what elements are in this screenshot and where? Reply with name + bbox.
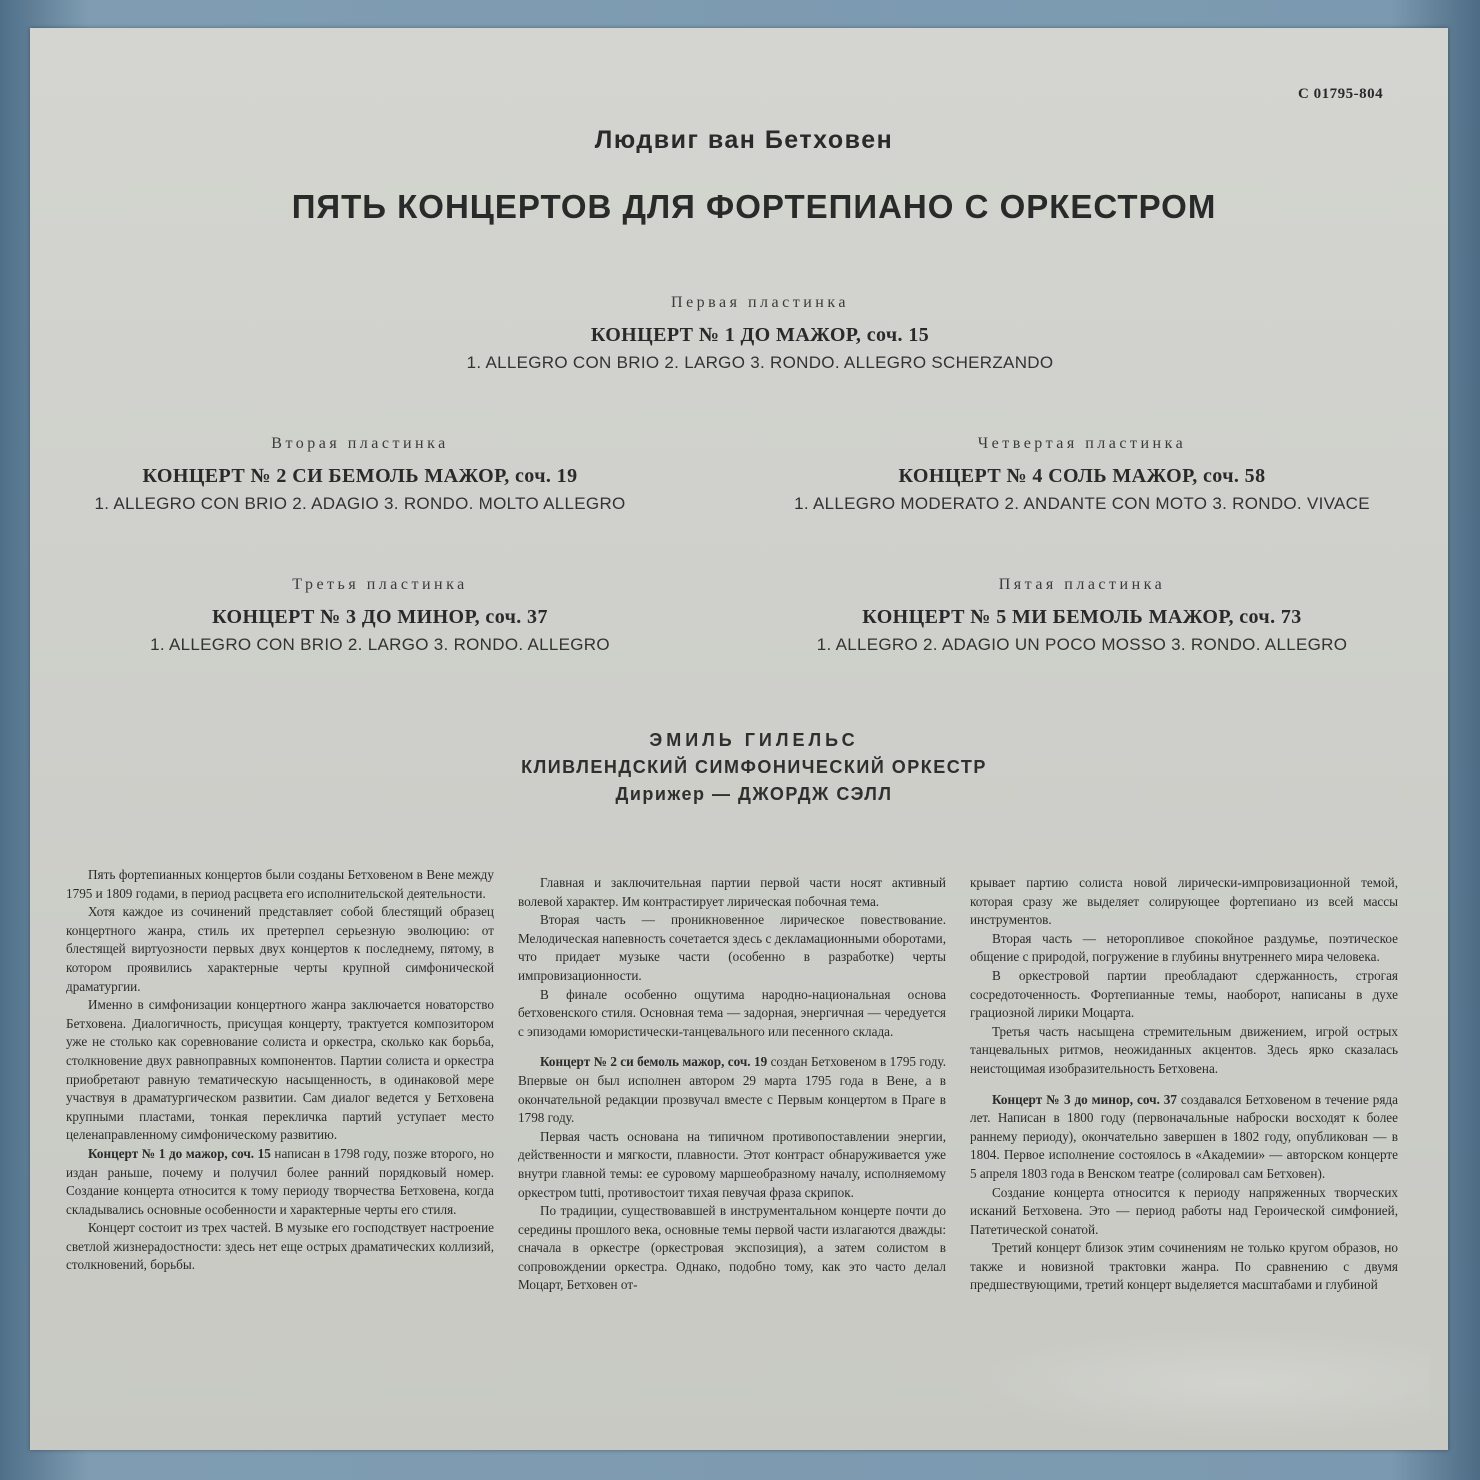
movements-list: 1. ALLEGRO CON BRIO 2. LARGO 3. RONDO. ALLEGRO SCHERZANDO [466,353,1054,372]
concerto-name: КОНЦЕРТ № 4 СОЛЬ МАЖОР, [898,465,1198,487]
paragraph-text: создавался Бетховеном в течение ряда лет. Написан в 1800 году (первоначальные наброски восходят к более раннему периоду), окончательно завершен в 1802 году, опубликован — в 1804. Первое исполнение состоялось в «Академии» — авторском концерте 5 апреля 1803 года в Венском театре (солировал сам Бетховен). [970,1091,1398,1181]
paragraph [970,1091,1398,1184]
paragraph: Вторая часть — неторопливое спокойное раздумье, поэтическое общение с природой, погружение в глубины внутреннего мира человека. [970,930,1398,965]
paragraph-text: написан в 1798 году, позже второго, но издан раньше, почему и получил более ранний порядковый номер. Создание концерта относится к тому периоду творчества Бетховена, когда складывались основные особенности и характерные черты его стиля. [66,1145,494,1217]
movements-list: 1. ALLEGRO CON BRIO 2. LARGO 3. RONDO. ALLEGRO [150,635,610,654]
concerto-opus: соч. 58 [1203,465,1266,487]
disc-label: Пятая пластинка [998,576,1166,593]
concerto-heading: Концерт № 1 до мажор, соч. 15 [88,1145,271,1161]
conductor-name: Дирижер — ДЖОРДЖ СЭЛЛ [615,784,893,804]
paragraph: Создание концерта относится к периоду напряженных творческих исканий Бетховена. Это — период работы над Героической симфонией, Патетической сонатой. [970,1184,1398,1237]
back-cover-sheet [30,28,1448,1450]
disc-label: Третья пластинка [292,576,468,593]
concerto-opus: соч. 15 [866,324,930,346]
catalog-number: С 01795-804 [1298,86,1384,102]
sleeve-wear-mark [950,1328,1430,1438]
concerto-opus: соч. 19 [515,465,578,487]
concerto-opus: соч. 73 [1239,606,1302,628]
disc-2 [50,435,670,514]
performers-block [30,730,1448,805]
disc-1 [360,294,1160,373]
concerto-name: КОНЦЕРТ № 1 ДО МАЖОР, [590,324,862,346]
concerto-title [50,465,670,488]
paragraph-text: создан Бетховеном в 1795 году. Впервые он был исполнен автором 29 марта 1795 года в Вене, а в окончательной редакции прозвучал вместе с Первым концертом в Праге в 1798 году. [518,1054,946,1126]
liner-notes-column-2 [518,874,946,1295]
concerto-heading: Концерт № 2 си бемоль мажор, соч. 19 [540,1054,768,1070]
paragraph: Пять фортепианных концертов были созданы Бетховеном в Вене между 1795 и 1809 годами, в период расцвета его исполнительской деятельности. [66,867,494,901]
paragraph: По традиции, существовавшей в инструментальном концерте почти до середины прошлого века, основные темы первой части излагаются дважды: сначала в оркестре (оркестровая экспозиция), а затем солистом в сопровождении оркестра. Однако, подобно тому, как это часто делал Моцарт, Бетховен от- [518,1203,946,1293]
concerto-name: КОНЦЕРТ № 2 СИ БЕМОЛЬ МАЖОР, [142,465,510,487]
disc-label: Вторая пластинка [271,435,449,452]
concerto-name: КОНЦЕРТ № 5 МИ БЕМОЛЬ МАЖОР, [862,606,1234,628]
paragraph: Вторая часть — проникновенное лирическое повествование. Мелодическая напевность сочетается здесь с декламационными оборотами, что придает музыке части (особенно в разработке) черты импровизационности. [518,912,946,983]
movements-list: 1. ALLEGRO MODERATO 2. ANDANTE CON MOTO 3. RONDO. VIVACE [794,494,1370,513]
paragraph: Третья часть насыщена стремительным движением, игрой острых танцевальных ритмов, неожиданных акцентов. Здесь ярко сказалась неистощимая изобразительность Бетховена. [970,1023,1398,1076]
concerto-opus: соч. 37 [485,606,548,628]
concerto-title [742,606,1422,629]
disc-5 [742,576,1422,655]
movements-list: 1. ALLEGRO CON BRIO 2. ADAGIO 3. RONDO. MOLTO ALLEGRO [94,494,626,513]
disc-4 [742,435,1422,514]
paragraph: Именно в симфонизации концертного жанра заключается новаторство Бетховена. Диалогичность, присущая концерту, трактуется композитором уже не столько как соревнование солиста и оркестра, сколько как борьба, столкновение двух равноправных компонентов. Партии солиста и оркестра приобретают равную тематическую насыщенность, в одинаковой мере участвуя в драматургическом развитии. Сам диалог ведется у Бетховена крупными пластами, тонкая перекличка партий уступает место целенаправленному симфоническому развитию. [66,997,494,1143]
paragraph: крывает партию солиста новой лирически-импровизационной темой, которая сразу же выделяет солирующее фортепиано из всей массы инструментов. [970,875,1398,928]
disc-3 [50,576,710,655]
movements-list: 1. ALLEGRO 2. ADAGIO UN POCO MOSSO 3. RONDO. ALLEGRO [816,635,1348,654]
orchestra-name: КЛИВЛЕНДСКИЙ СИМФОНИЧЕСКИЙ ОРКЕСТР [521,757,987,777]
pianist-name: ЭМИЛЬ ГИЛЕЛЬС [649,730,859,750]
liner-notes-column-1 [66,866,494,1275]
concerto-heading: Концерт № 3 до минор, соч. 37 [992,1091,1177,1107]
concerto-name: КОНЦЕРТ № 3 ДО МИНОР, [212,606,481,628]
album-title: ПЯТЬ КОНЦЕРТОВ ДЛЯ ФОРТЕПИАНО С ОРКЕСТРОМ [291,188,1217,225]
disc-label: Первая пластинка [671,294,849,311]
paragraph [66,1145,494,1219]
paragraph: В финале особенно ощутима народно-национальная основа бетховенского стиля. Основная тема — задорная, энергичная — чередуется с эпизодами юмористически-танцевального или песенного склада. [518,986,946,1039]
concerto-title [742,465,1422,488]
paragraph: Первая часть основана на типичном противопоставлении энергии, действенности и мягкости, плавности. Этот контраст обнаруживается уже внутри главной темы: ее суровому маршеобразному началу, исполняемому оркестром tutti, противостоит тихая певучая фраза скрипок. [518,1128,946,1200]
concerto-title [50,606,710,629]
concerto-title [360,324,1160,347]
paragraph: Третий концерт близок этим сочинениям не только кругом образов, но также и новизной трактовки жанра. По сравнению с двумя предшествующими, третий концерт выделяется масштабами и глубиной [970,1240,1398,1293]
liner-notes-column-3 [970,874,1398,1295]
paragraph: Главная и заключительная партии первой части носят активный волевой характер. Им контрастирует лирическая побочная тема. [518,875,946,909]
disc-label: Четвертая пластинка [977,435,1187,452]
composer-name: Людвиг ван Бетховен [594,126,894,154]
paragraph: Хотя каждое из сочинений представляет собой блестящий образец концертного жанра, стиль их претерпел серьезную эволюцию: от блестящей виртуозности первых двух концертов к последнему, пятому, в котором проявились характерные черты крупной симфонической драматургии. [66,904,494,994]
paragraph: В оркестровой партии преобладают сдержанность, строгая сосредоточенность. Фортепианные темы, наоборот, написаны в духе грациозной лирики Моцарта. [970,967,1398,1021]
paragraph: Концерт состоит из трех частей. В музыке его господствует настроение светлой жизнерадостности: здесь нет еще острых драматических коллизий, столкновений, борьбы. [66,1220,494,1273]
paragraph [518,1053,946,1127]
